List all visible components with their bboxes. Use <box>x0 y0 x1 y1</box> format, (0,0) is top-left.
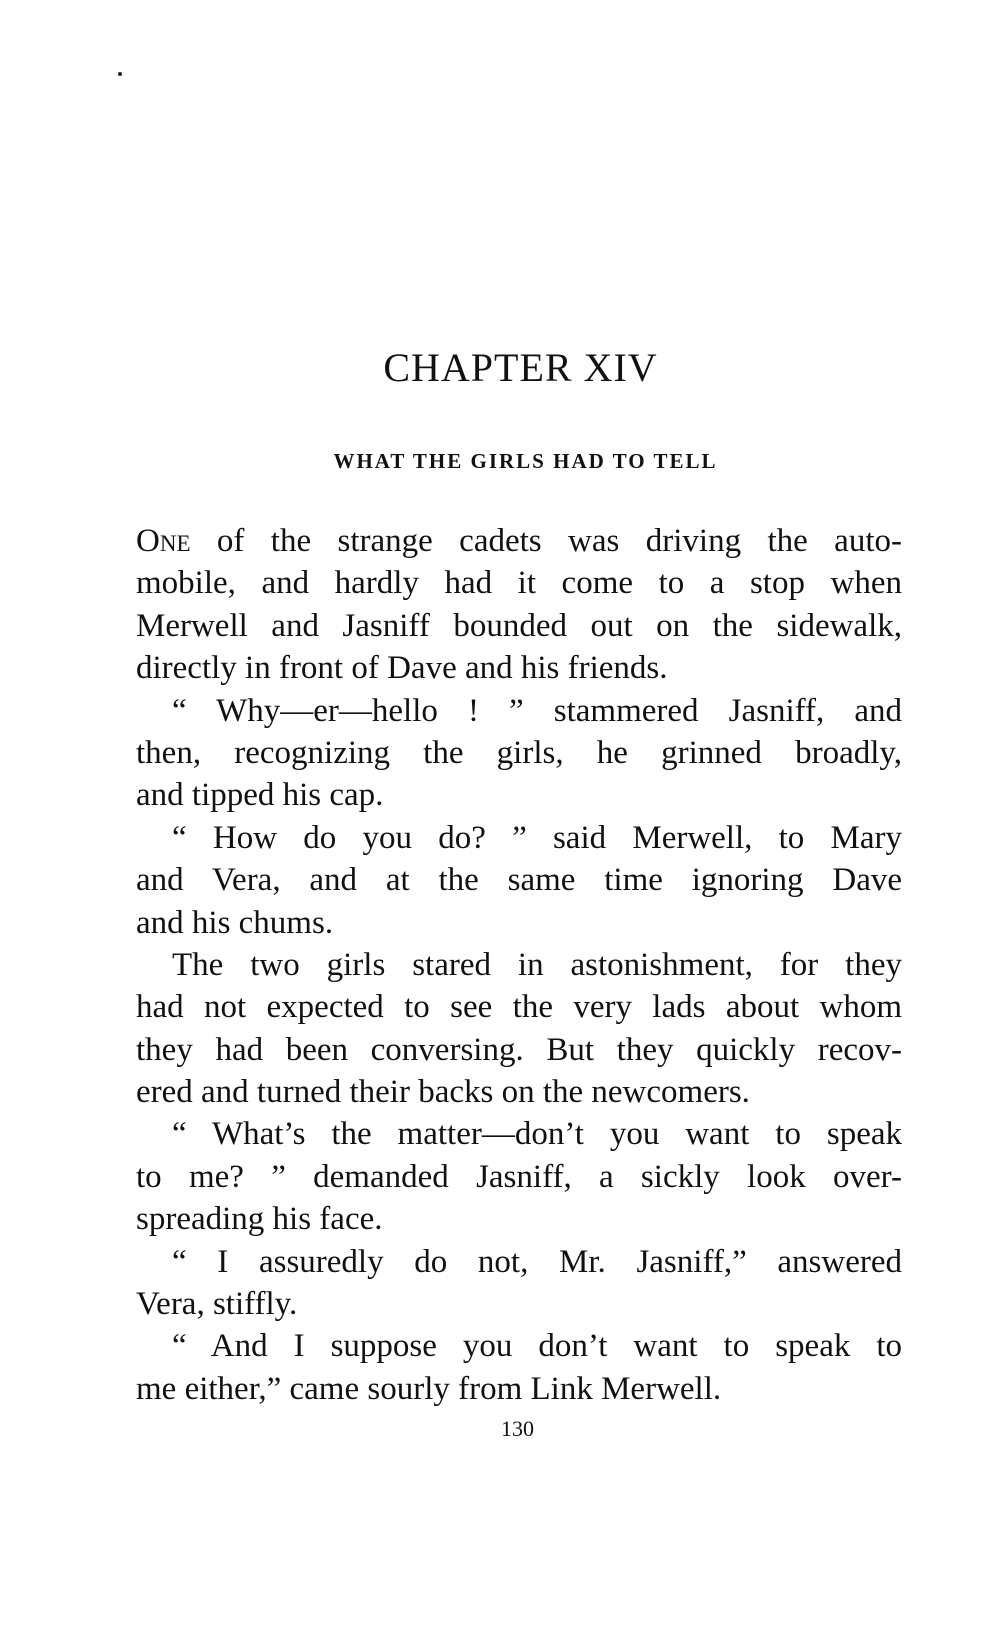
paragraph-line: and his chums. <box>136 904 334 941</box>
body-text <box>136 520 902 1410</box>
paragraph-line-text: of the strange cadets was driving the auto- <box>190 523 902 559</box>
paragraph-line: “ How do you do? ” said Merwell, to Mary <box>172 819 902 856</box>
paragraph-line: spreading his face. <box>136 1201 383 1238</box>
paragraph-line: “ And I suppose you don’t want to speak to <box>172 1328 902 1365</box>
paragraph-line: me either,” came sourly from Link Merwell. <box>136 1370 722 1407</box>
paragraph-line: Vera, stiffly. <box>136 1286 298 1323</box>
page-number: 130 <box>501 1416 534 1441</box>
opening-word: One <box>136 523 191 559</box>
paragraph-line: they had been conversing. But they quickly recov- <box>136 1031 902 1068</box>
paragraph-line: and Vera, and at the same time ignoring Dave <box>136 862 902 899</box>
paragraph-line: ered and turned their backs on the newcomers. <box>136 1074 750 1111</box>
paragraph-line: and tipped his cap. <box>136 777 384 814</box>
paragraph-line: Merwell and Jasniff bounded out on the sidewalk, <box>136 607 902 644</box>
paragraph-line <box>136 520 902 562</box>
paragraph-line: then, recognizing the girls, he grinned broadly, <box>136 734 902 771</box>
paragraph-line: “ What’s the matter—don’t you want to speak <box>172 1116 902 1153</box>
paragraph-line: mobile, and hardly had it come to a stop when <box>136 565 902 602</box>
print-speck <box>118 72 122 76</box>
paragraph-line: The two girls stared in astonishment, for they <box>172 946 902 983</box>
paragraph-line: “ Why—er—hello ! ” stammered Jasniff, and <box>172 692 902 729</box>
paragraph-line: “ I assuredly do not, Mr. Jasniff,” answered <box>172 1243 902 1280</box>
chapter-title: CHAPTER XIV <box>383 345 658 390</box>
chapter-subtitle: WHAT THE GIRLS HAD TO TELL <box>333 449 718 473</box>
paragraph-line: to me? ” demanded Jasniff, a sickly look over- <box>136 1158 902 1195</box>
paragraph-line: had not expected to see the very lads about whom <box>136 989 902 1026</box>
paragraph-line: directly in front of Dave and his friends. <box>136 650 668 687</box>
